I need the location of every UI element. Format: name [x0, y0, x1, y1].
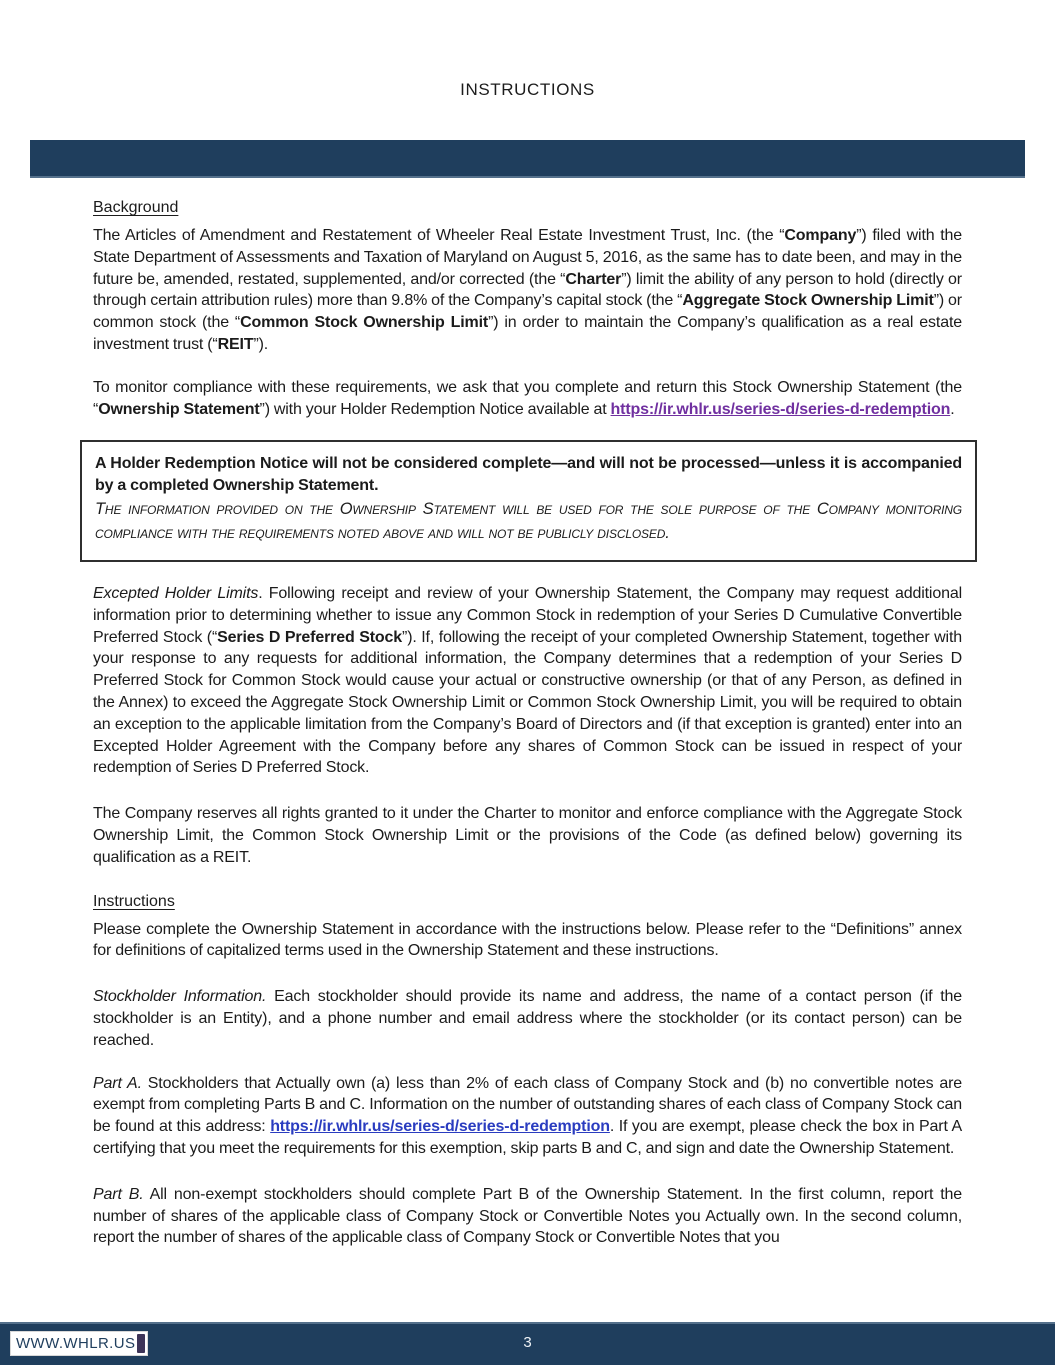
- text-run: Common Stock Ownership Limit: [240, 314, 489, 332]
- hyperlink-redemption-url[interactable]: https://ir.whlr.us/series-d/series-d-redemption: [610, 400, 951, 418]
- paragraph-please-complete: [93, 919, 962, 963]
- text-run: Company: [784, 227, 857, 244]
- notice-box: [80, 440, 977, 562]
- text-run: .: [950, 400, 955, 418]
- text-run: Stockholder Information.: [93, 988, 267, 1006]
- paragraph-stockholder-information: [93, 986, 962, 1051]
- text-run: Each stockholder should provide its name and address, the name of a contact person (if the stockholder is an Entity), and a phone number and email address where the stockholder (or its contact person) can be reached.: [93, 988, 963, 1049]
- page-title: INSTRUCTIONS: [460, 80, 595, 99]
- text-run: . Following receipt and review of your Ownership Statement, the Company may request additional information prior to determining whether to issue any Common Stock in redemption of your Series D Cumulative Convertible Preferred Stock (“: [93, 584, 962, 646]
- notice-disclaimer-text: The information provided on the Ownership Statement will be used for the sole purpose of the Company monitoring compliance with the requirements noted above and will not be publicly disclosed.: [95, 499, 962, 542]
- text-run: Please complete the Ownership Statement in accordance with the instructions below. Please refer to the “Definitions” annex for definitions of capitalized terms used in the Ownership Statement and these instructions.: [93, 920, 962, 960]
- text-run: Stockholders that Actually own (a) less than 2% of each class of Company Stock and (b) no convertible notes are exempt from completing Parts B and C. Information on the number of outstanding shares of each class of Company Stock can be found at this address:: [93, 1074, 962, 1136]
- text-run: ”) filed with the State Department of Assessments and Taxation of Maryland on August 5, 2016, as the same has to date been, and may in the future be, amended, restated, supplemented, and/or corrected (the “: [93, 227, 962, 288]
- text-run: Aggregate Stock Ownership Limit: [682, 292, 934, 310]
- text-run: The Articles of Amendment and Restatement of Wheeler Real Estate Investment Trust, Inc. (the “: [93, 227, 785, 244]
- text-run: ”) limit the ability of any person to hold (directly or through certain attribution rules) more than 9.8% of the Company’s capital stock (the “: [93, 270, 962, 310]
- footer-url-text: WWW.WHLR.US: [16, 1335, 136, 1352]
- text-run: Charter: [565, 270, 622, 288]
- paragraph-company-reserves: [93, 803, 962, 868]
- text-run: Ownership Statement: [98, 400, 260, 418]
- text-run: ”).: [253, 335, 269, 353]
- heading-instructions: Instructions: [93, 892, 175, 910]
- footer-bar: [0, 1322, 1055, 1365]
- text-run: To monitor compliance with these requirements, we ask that you complete and return this Stock Ownership Statement (the “: [93, 378, 962, 418]
- document-body: [93, 199, 962, 1249]
- paragraph-excepted-holder-limits: [93, 583, 962, 779]
- text-run: Series D Preferred Stock: [217, 628, 403, 646]
- notice-bold-text: A Holder Redemption Notice will not be considered complete—and will not be processed—unless it is accompanied by a completed Ownership Statement.: [95, 455, 962, 495]
- text-run: ”) or common stock (the “: [93, 292, 962, 332]
- text-run: The Company reserves all rights granted to it under the Charter to monitor and enforce compliance with the Aggregate Stock Ownership Limit, the Common Stock Ownership Limit or the provisions of the Code (as defined below) governing its qualification as a REIT.: [93, 805, 962, 866]
- paragraph-part-a: [93, 1073, 962, 1160]
- text-run: ”) with your Holder Redemption Notice available at: [259, 400, 611, 418]
- text-run: Part A.: [93, 1074, 142, 1092]
- text-run: All non-exempt stockholders should complete Part B of the Ownership Statement. In the first column, report the number of shares of the applicable class of Company Stock or Convertible Notes you Actually own. In the second column, report the number of shares of the applicable class of Company Stock or Convertible Notes that you: [93, 1185, 962, 1247]
- text-run: REIT: [217, 335, 254, 353]
- text-run: . If you are exempt, please check the box in Part A certifying that you meet the requirements for this exemption, skip parts B and C, and sign and date the Ownership Statement.: [93, 1118, 962, 1157]
- hyperlink-redemption-url[interactable]: https://ir.whlr.us/series-d/series-d-redemption: [270, 1118, 610, 1136]
- text-run: ”). If, following the receipt of your completed Ownership Statement, together with your response to any requests for additional information, the Company determines that a redemption of your Series D Preferred Stock for Common Stock would cause your actual or constructive ownership (or that of any Person, as defined in the Annex) to exceed the Aggregate Stock Ownership Limit or Common Stock Ownership Limit, you will be required to obtain an exception to the applicable limitation from the Company’s Board of Directors and (if that exception is granted) enter into an Excepted Holder Agreement with the Company before any shares of Common Stock can be issued in respect of your redemption of Series D Preferred Stock.: [93, 628, 962, 777]
- paragraph-monitor-compliance: [93, 377, 962, 421]
- paragraph-part-b: [93, 1184, 962, 1249]
- page-number: 3: [523, 1334, 532, 1351]
- heading-background: Background: [93, 199, 179, 216]
- section-divider-bar: [30, 140, 1025, 178]
- text-run: ”) in order to maintain the Company’s qualification as a real estate investment trust (“: [93, 314, 962, 353]
- text-run: Excepted Holder Limits: [93, 584, 259, 602]
- text-run: Part B.: [93, 1185, 144, 1203]
- paragraph-charter-limits: [93, 225, 962, 356]
